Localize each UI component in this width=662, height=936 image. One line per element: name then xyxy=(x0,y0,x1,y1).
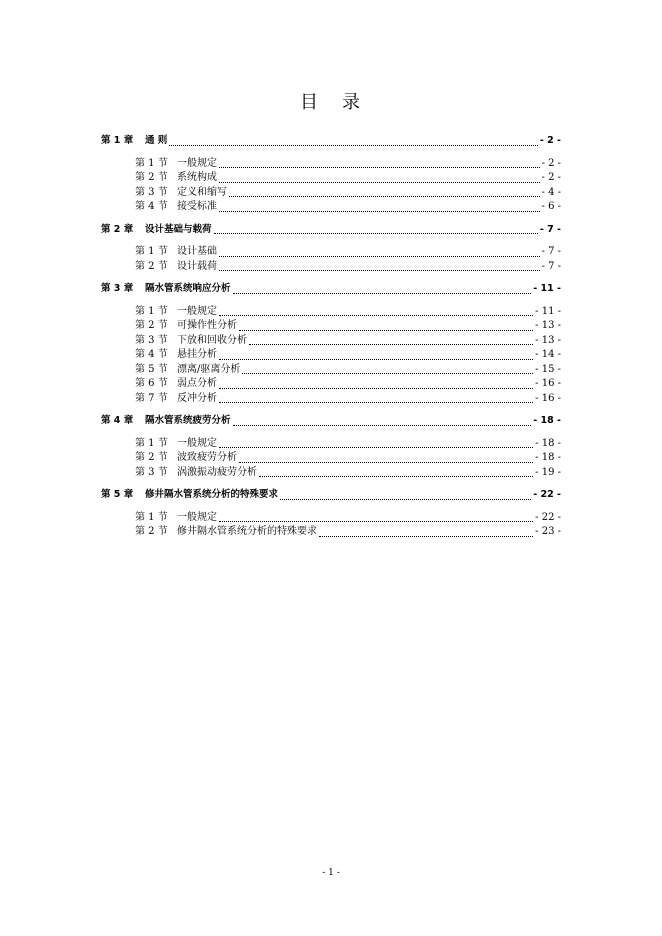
section-title: 弱点分析 xyxy=(177,378,217,389)
section-title: 接受标准 xyxy=(177,201,217,212)
section-number: 第 7 节 xyxy=(135,392,168,404)
section-page: - 16 - xyxy=(535,392,561,404)
toc-section-entry[interactable] xyxy=(101,466,561,481)
dot-leader xyxy=(319,535,533,537)
section-page: - 23 - xyxy=(535,526,561,537)
dot-leader xyxy=(219,446,533,448)
section-page: - 13 - xyxy=(535,334,561,346)
toc-chapter-entry[interactable] xyxy=(101,282,561,297)
chapter-number: 第 5 章 xyxy=(101,489,134,500)
section-number: 第 4 节 xyxy=(135,349,168,360)
chapter-title: 隔水管系统疲劳分析 xyxy=(145,415,231,426)
toc-section-entry[interactable] xyxy=(101,348,561,363)
toc-section-entry[interactable] xyxy=(101,363,561,378)
dot-leader xyxy=(219,387,533,389)
chapter-number: 第 4 章 xyxy=(101,415,134,426)
toc-chapter-entry[interactable] xyxy=(101,414,561,429)
section-number: 第 1 节 xyxy=(135,305,168,317)
title-char-2: 录 xyxy=(342,92,362,113)
section-number: 第 1 节 xyxy=(135,511,168,523)
toc-section-entry[interactable] xyxy=(101,392,561,407)
section-title: 修井隔水管系统分析的特殊要求 xyxy=(177,526,317,537)
section-page: - 2 - xyxy=(541,157,561,169)
dot-leader xyxy=(280,498,531,500)
section-page: - 13 - xyxy=(535,320,561,331)
toc-section-entry[interactable] xyxy=(101,511,561,526)
section-title: 下放和回收分析 xyxy=(177,334,247,346)
section-number: 第 4 节 xyxy=(135,201,168,212)
section-page: - 15 - xyxy=(535,363,561,375)
section-page: - 16 - xyxy=(535,378,561,389)
section-number: 第 1 节 xyxy=(135,246,168,257)
title-char-1: 目 xyxy=(300,92,320,113)
chapter-number: 第 3 章 xyxy=(101,283,134,294)
dot-leader xyxy=(239,461,533,463)
section-page: - 22 - xyxy=(535,511,561,523)
section-page: - 18 - xyxy=(535,437,561,449)
toc-section-entry[interactable] xyxy=(101,377,561,392)
section-page: - 4 - xyxy=(541,186,561,198)
chapter-page: - 11 - xyxy=(533,283,561,294)
chapter-page: - 2 - xyxy=(539,135,561,146)
toc-section-entry[interactable] xyxy=(101,157,561,172)
toc-section-entry[interactable] xyxy=(101,525,561,540)
section-page: - 14 - xyxy=(535,349,561,360)
table-of-contents xyxy=(101,134,561,548)
toc-section-entry[interactable] xyxy=(101,437,561,452)
section-page: - 11 - xyxy=(535,305,561,317)
section-page: - 18 - xyxy=(535,452,561,463)
chapter-title: 设计基础与载荷 xyxy=(145,223,212,235)
chapter-page: - 22 - xyxy=(533,489,561,500)
toc-section-entry[interactable] xyxy=(101,171,561,186)
section-title: 一般规定 xyxy=(177,437,217,449)
section-title: 可操作性分析 xyxy=(177,320,237,331)
section-number: 第 2 节 xyxy=(135,172,168,183)
section-title: 一般规定 xyxy=(177,157,217,169)
section-number: 第 2 节 xyxy=(135,452,168,463)
section-title: 涡激振动疲劳分析 xyxy=(177,466,257,478)
chapter-number: 第 2 章 xyxy=(101,223,134,235)
dot-leader xyxy=(219,181,540,183)
toc-section-entry[interactable] xyxy=(101,245,561,260)
chapter-page: - 18 - xyxy=(533,415,561,426)
toc-section-entry[interactable] xyxy=(101,451,561,466)
dot-leader xyxy=(259,475,533,477)
section-title: 一般规定 xyxy=(177,305,217,317)
dot-leader xyxy=(242,372,533,374)
section-page: - 2 - xyxy=(541,172,561,183)
page-number-footer: - 1 - xyxy=(322,868,340,878)
toc-section-entry[interactable] xyxy=(101,260,561,275)
section-number: 第 2 节 xyxy=(135,320,168,331)
toc-section-entry[interactable] xyxy=(101,186,561,201)
section-number: 第 3 节 xyxy=(135,186,168,198)
chapter-title: 通 则 xyxy=(145,135,168,146)
chapter-title: 隔水管系统响应分析 xyxy=(145,283,231,294)
dot-leader xyxy=(233,292,532,294)
dot-leader xyxy=(214,232,538,234)
chapter-number: 第 1 章 xyxy=(101,135,134,146)
section-number: 第 6 节 xyxy=(135,378,168,389)
section-number: 第 3 节 xyxy=(135,334,168,346)
section-title: 设计基础 xyxy=(177,246,217,257)
section-title: 波致疲劳分析 xyxy=(177,452,237,463)
section-number: 第 2 节 xyxy=(135,526,168,537)
toc-section-entry[interactable] xyxy=(101,305,561,320)
section-page: - 6 - xyxy=(541,201,561,212)
dot-leader xyxy=(219,255,540,257)
section-title: 一般规定 xyxy=(177,511,217,523)
section-page: - 7 - xyxy=(541,260,561,272)
dot-leader xyxy=(219,269,540,271)
section-number: 第 3 节 xyxy=(135,466,168,478)
section-title: 系统构成 xyxy=(177,172,217,183)
dot-leader xyxy=(219,358,533,360)
section-number: 第 5 节 xyxy=(135,363,168,375)
dot-leader xyxy=(239,329,533,331)
dot-leader xyxy=(249,343,533,345)
section-page: - 7 - xyxy=(541,246,561,257)
section-title: 反冲分析 xyxy=(177,392,217,404)
section-title: 定义和缩写 xyxy=(177,186,227,198)
dot-leader xyxy=(219,210,540,212)
toc-chapter-entry[interactable] xyxy=(101,134,561,149)
dot-leader xyxy=(233,424,532,426)
section-title: 设计载荷 xyxy=(177,260,217,272)
section-number: 第 2 节 xyxy=(135,260,168,272)
chapter-page: - 7 - xyxy=(539,223,561,235)
toc-section-entry[interactable] xyxy=(101,334,561,349)
toc-section-entry[interactable] xyxy=(101,200,561,215)
toc-chapter-entry[interactable] xyxy=(101,223,561,238)
section-page: - 19 - xyxy=(535,466,561,478)
section-title: 悬挂分析 xyxy=(177,349,217,360)
page-title xyxy=(0,88,662,114)
section-number: 第 1 节 xyxy=(135,157,168,169)
dot-leader xyxy=(219,314,533,316)
section-title: 漂离/驱离分析 xyxy=(177,363,241,375)
dot-leader xyxy=(229,195,540,197)
dot-leader xyxy=(219,520,533,522)
toc-section-entry[interactable] xyxy=(101,319,561,334)
chapter-title: 修井隔水管系统分析的特殊要求 xyxy=(145,489,279,500)
dot-leader xyxy=(219,401,533,403)
toc-chapter-entry[interactable] xyxy=(101,488,561,503)
dot-leader xyxy=(169,144,538,146)
section-number: 第 1 节 xyxy=(135,437,168,449)
dot-leader xyxy=(219,166,540,168)
